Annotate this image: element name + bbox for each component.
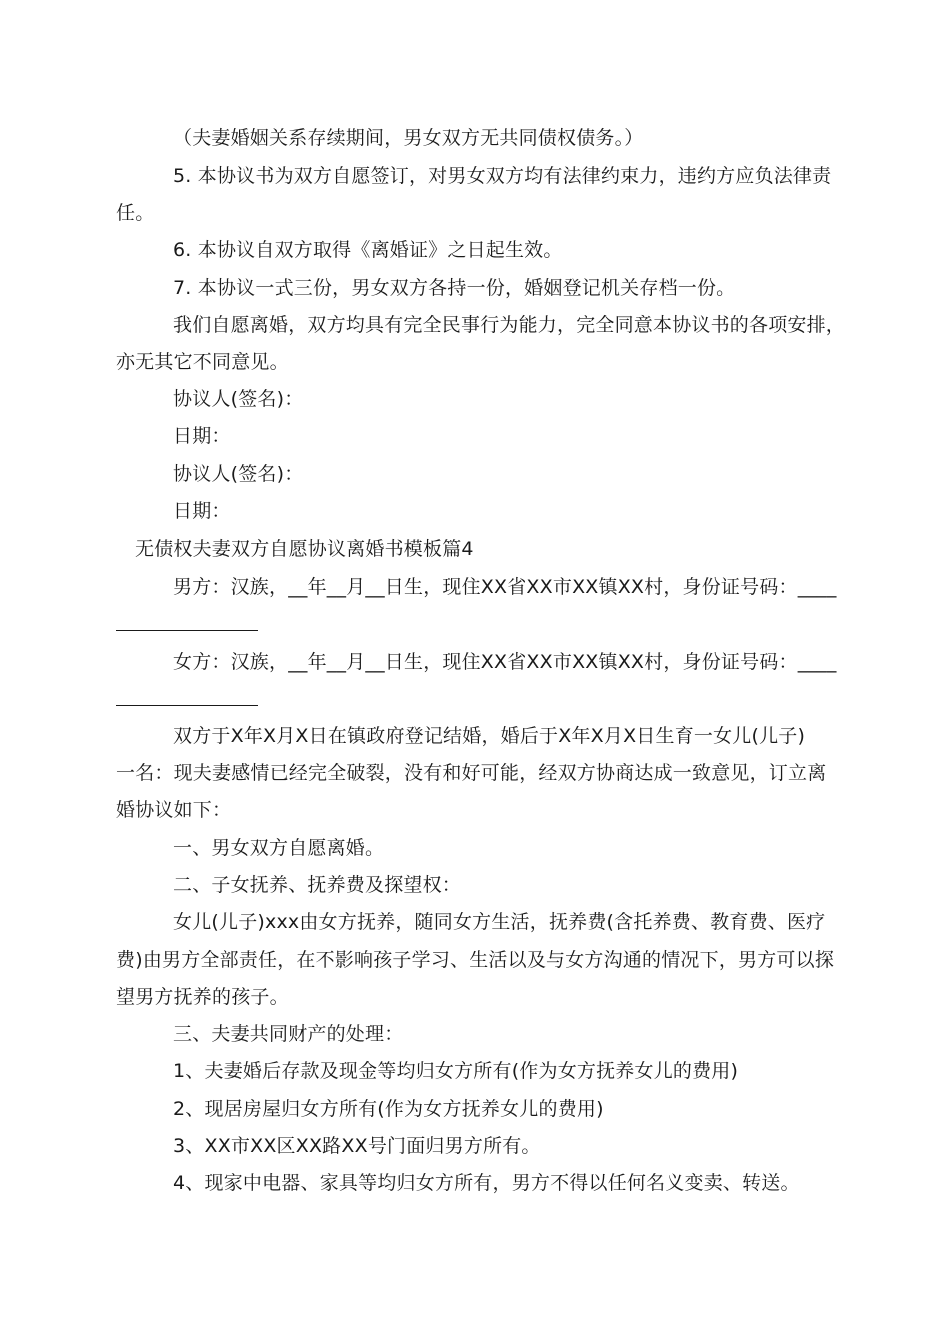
date-label: 日期： xyxy=(173,500,231,522)
blank-underline xyxy=(116,630,258,631)
text-line: 二、子女抚养、抚养费及探望权： xyxy=(173,874,462,896)
date-label: 日期： xyxy=(173,425,231,447)
blank-underline xyxy=(116,705,258,706)
text-line: 男方：汉族，__年__月__日生，现住XX省XX市XX镇XX村，身份证号码：____ xyxy=(173,576,837,598)
text-line: 望男方抚养的孩子。 xyxy=(116,986,289,1008)
text-line: 任。 xyxy=(116,202,155,224)
text-line: 费)由男方全部责任，在不影响孩子学习、生活以及与女方沟通的情况下，男方可以探 xyxy=(116,949,835,971)
text-line: 双方于X年X月X日在镇政府登记结婚，婚后于X年X月X日生育一女儿(儿子) xyxy=(173,725,806,747)
text-line: 我们自愿离婚，双方均具有完全民事行为能力，完全同意本协议书的各项安排， xyxy=(173,314,846,336)
text-line: 女方：汉族，__年__月__日生，现住XX省XX市XX镇XX村，身份证号码：____ xyxy=(173,651,837,673)
text-line: 一名：现夫妻感情已经完全破裂，没有和好可能，经双方协商达成一致意见，订立离 xyxy=(116,762,827,784)
text-line: 6. 本协议自双方取得《离婚证》之日起生效。 xyxy=(173,239,563,261)
section-title: 无债权夫妻双方自愿协议离婚书模板篇4 xyxy=(135,538,474,560)
text-line: 2、现居房屋归女方所有(作为女方抚养女儿的费用) xyxy=(173,1098,604,1120)
text-line: 一、男女双方自愿离婚。 xyxy=(173,837,385,859)
signature-label: 协议人(签名)： xyxy=(173,463,304,485)
text-line: 女儿(儿子)xxx由女方抚养，随同女方生活，抚养费(含托养费、教育费、医疗 xyxy=(173,911,826,933)
signature-label: 协议人(签名)： xyxy=(173,388,304,410)
text-line: 4、现家中电器、家具等均归女方所有，男方不得以任何名义变卖、转送。 xyxy=(173,1172,800,1194)
text-line: （夫妻婚姻关系存续期间，男女双方无共同债权债务。） xyxy=(173,127,644,149)
text-line: 7. 本协议一式三份，男女双方各持一份，婚姻登记机关存档一份。 xyxy=(173,277,736,299)
text-line: 5. 本协议书为双方自愿签订，对男女双方均有法律约束力，违约方应负法律责 xyxy=(173,165,832,187)
text-line: 婚协议如下： xyxy=(116,799,232,821)
text-line: 亦无其它不同意见。 xyxy=(116,351,289,373)
text-line: 三、夫妻共同财产的处理： xyxy=(173,1023,404,1045)
text-line: 3、XX市XX区XX路XX号门面归男方所有。 xyxy=(173,1135,541,1157)
text-line: 1、夫妻婚后存款及现金等均归女方所有(作为女方抚养女儿的费用) xyxy=(173,1060,739,1082)
